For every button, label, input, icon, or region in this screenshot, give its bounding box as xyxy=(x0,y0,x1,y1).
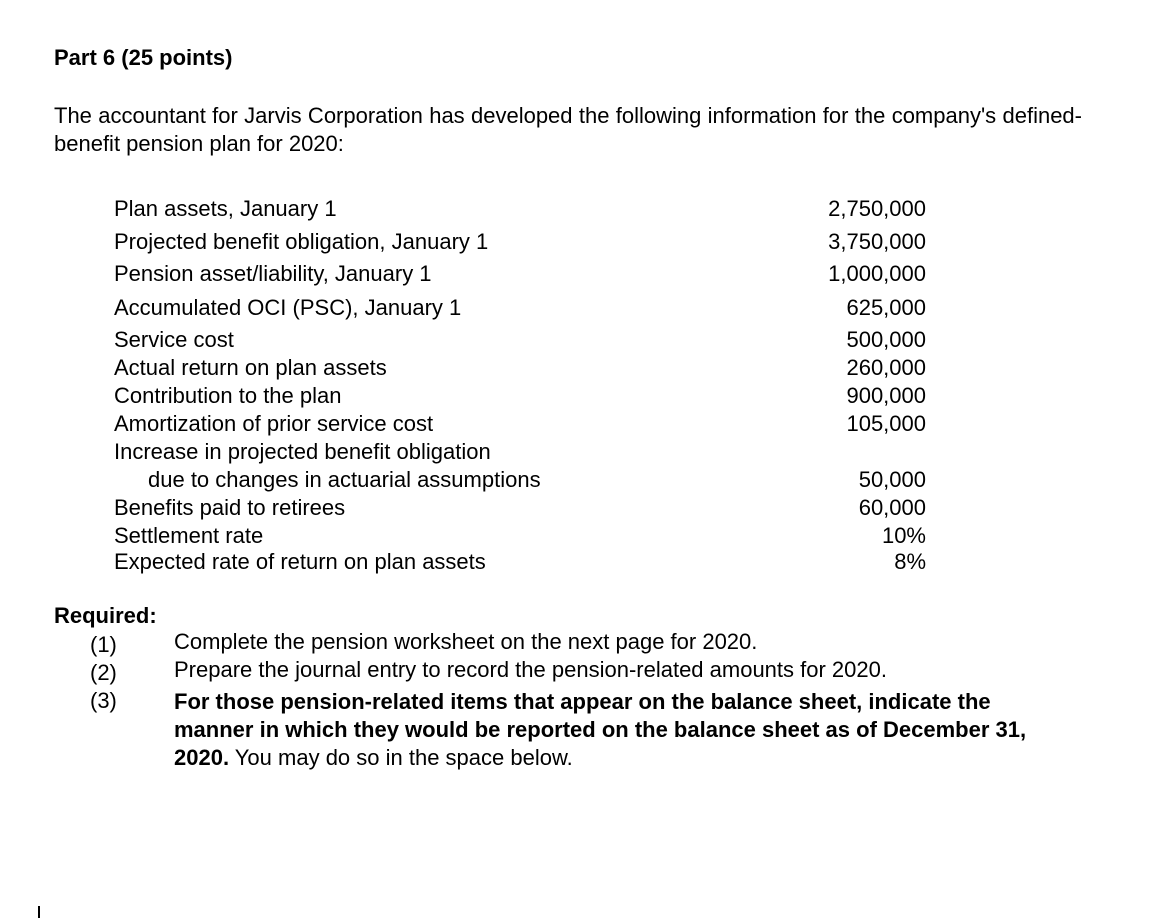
part-heading: Part 6 (25 points) xyxy=(54,45,233,70)
row-value-settlement-rate: 10% xyxy=(881,523,926,548)
row-value-actuarial-changes: 50,000 xyxy=(858,467,926,492)
row-label-plan-assets: Plan assets, January 1 xyxy=(114,196,337,221)
row-label-benefits-paid: Benefits paid to retirees xyxy=(114,495,346,520)
row-label-accumulated-oci: Accumulated OCI (PSC), January 1 xyxy=(114,295,462,320)
row-value-accumulated-oci: 625,000 xyxy=(846,295,926,320)
row-label-pension-liability: Pension asset/liability, January 1 xyxy=(114,261,432,286)
required-item-text xyxy=(174,688,1074,772)
required-item-bold-text: For those pension-related items that appear on the balance sheet, indicate the manner in which they would be reported on the balance sheet as of December 31, 2020. xyxy=(174,689,1027,770)
required-title: Required: xyxy=(54,603,157,628)
required-item-text: Prepare the journal entry to record the pension-related amounts for 2020. xyxy=(174,657,887,682)
required-item-number: (2) xyxy=(90,660,117,685)
row-value-amortization-psc: 105,000 xyxy=(846,411,926,436)
row-value-service-cost: 500,000 xyxy=(846,327,926,352)
row-label-actual-return: Actual return on plan assets xyxy=(114,355,387,380)
row-label-contribution: Contribution to the plan xyxy=(114,383,342,408)
row-label-settlement-rate: Settlement rate xyxy=(114,523,264,548)
row-label-pbo: Projected benefit obligation, January 1 xyxy=(114,229,489,254)
row-label-service-cost: Service cost xyxy=(114,327,234,352)
row-value-plan-assets: 2,750,000 xyxy=(828,196,926,221)
row-value-actual-return: 260,000 xyxy=(846,355,926,380)
row-value-pension-liability: 1,000,000 xyxy=(828,261,926,286)
row-value-contribution: 900,000 xyxy=(846,383,926,408)
intro-paragraph: The accountant for Jarvis Corporation has developed the following information for the company's defined-benefit pension plan for 2020: xyxy=(54,103,1082,156)
row-value-pbo: 3,750,000 xyxy=(828,229,926,254)
text-cursor-mark xyxy=(38,906,40,918)
pension-data-table xyxy=(114,0,926,600)
required-item-text: Complete the pension worksheet on the next page for 2020. xyxy=(174,629,758,654)
row-value-expected-return-rate: 8% xyxy=(894,549,926,574)
row-label-expected-return-rate: Expected rate of return on plan assets xyxy=(114,549,486,574)
required-item-number: (3) xyxy=(90,688,117,713)
required-item-plain-text: You may do so in the space below. xyxy=(229,745,573,770)
row-label-actuarial-changes: due to changes in actuarial assumptions xyxy=(148,467,541,492)
row-label-pbo-increase: Increase in projected benefit obligation xyxy=(114,439,491,464)
row-value-benefits-paid: 60,000 xyxy=(858,495,926,520)
required-item-number: (1) xyxy=(90,632,117,657)
row-label-amortization-psc: Amortization of prior service cost xyxy=(114,411,434,436)
